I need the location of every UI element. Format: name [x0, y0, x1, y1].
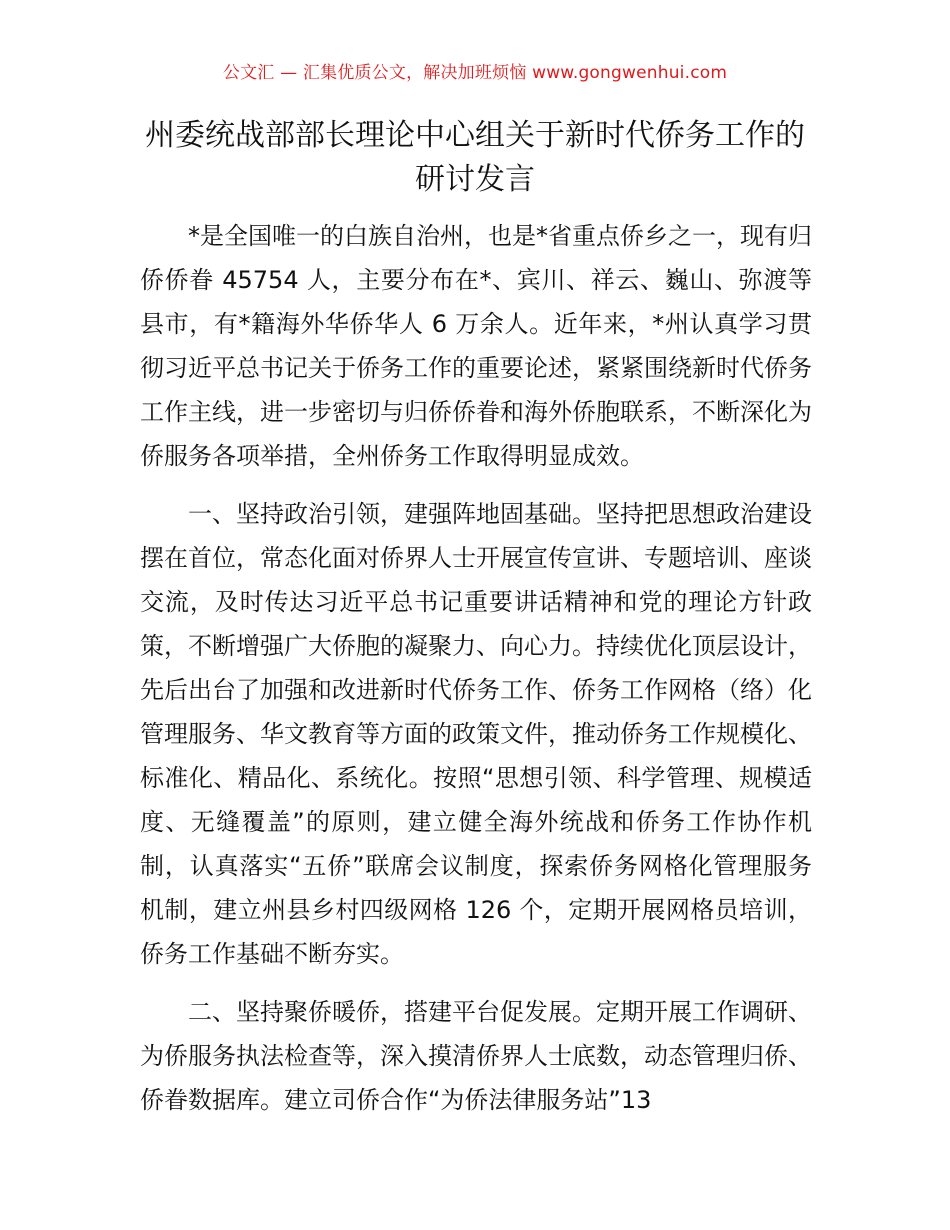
paragraph-section-2: 二、坚持聚侨暖侨，搭建平台促发展。定期开展工作调研、为侨服务执法检查等，深入摸清侨界人士底数，动态管理归侨、侨眷数据库。建立司侨合作“为侨法律服务站”13 — [140, 998, 812, 1114]
site-banner[interactable]: 公文汇 — 汇集优质公文，解决加班烦恼 www.gongwenhui.com — [222, 63, 728, 83]
paragraph-intro: *是全国唯一的白族自治州，也是*省重点侨乡之一，现有归侨侨眷 45754 人，主要分布在*、宾川、祥云、巍山、弥渡等县市，有*籍海外华侨华人 6 万余人。近年来，*州认真学习贯彻习近平总书记关于侨务工作的重要论述，紧紧围绕新时代侨务工作主线，进一步密切与归侨侨眷和海外侨胞联系，不断深化为侨服务各项举措，全州侨务工作取得明显成效。 — [140, 222, 812, 470]
document-title: 州委统战部部长理论中心组关于新时代侨务工作的研讨发言 — [145, 118, 805, 197]
paragraph-section-1: 一、坚持政治引领，建强阵地固基础。坚持把思想政治建设摆在首位，常态化面对侨界人士开展宣传宣讲、专题培训、座谈交流，及时传达习近平总书记重要讲话精神和党的理论方针政策，不断增强广大侨胞的凝聚力、向心力。持续优化顶层设计，先后出台了加强和改进新时代侨务工作、侨务工作网格（络）化管理服务、华文教育等方面的政策文件，推动侨务工作规模化、标准化、精品化、系统化。按照“思想引领、科学管理、规模适度、无缝覆盖”的原则，建立健全海外统战和侨务工作协作机制，认真落实“五侨”联席会议制度，探索侨务网格化管理服务机制，建立州县乡村四级网格 126 个，定期开展网格员培训，侨务工作基础不断夯实。 — [140, 500, 812, 968]
document-body — [140, 214, 812, 1122]
